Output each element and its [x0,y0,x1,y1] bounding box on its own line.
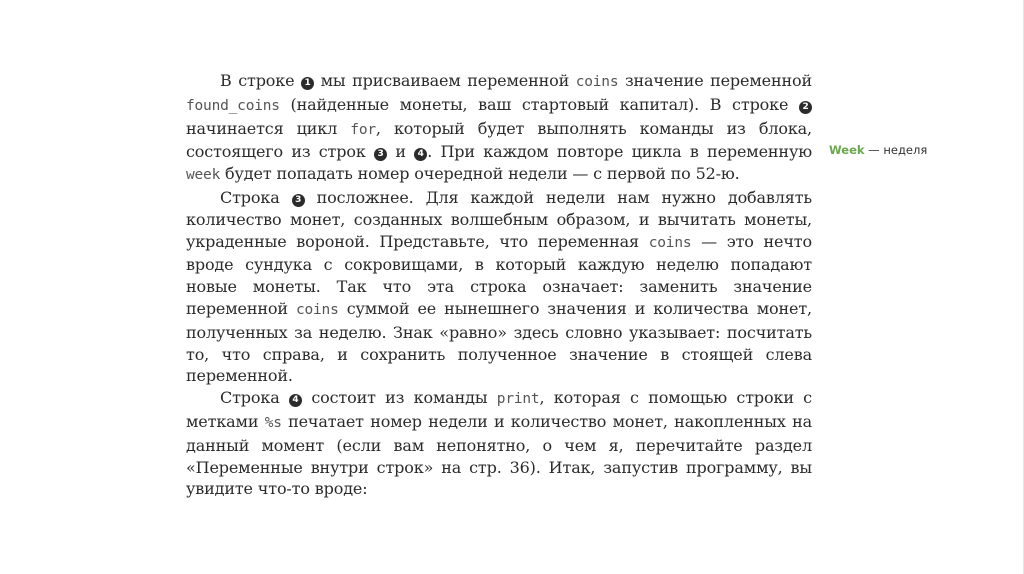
text-run: посложнее. Для каждой недели нам нужно добавлять количество монет, созданных волшебным образом, и вычитать монеты, украденные вороной. Представьте, что переменная [186,187,812,251]
text-run: . При каждом повторе цикла в переменную [427,142,812,162]
paragraph [186,387,812,500]
inline-code: week [186,167,221,184]
line-number-marker: 3 [292,194,305,207]
text-run: — это нечто вроде сундука с сокровищами, в который каждую неделю попадают новые монеты. Так что эта строка означает: заменить значение переменной [186,231,812,318]
inline-code: found_coins [186,97,280,114]
line-number-marker: 2 [799,101,812,114]
text-run: состоит из команды [301,388,497,408]
text-run: суммой ее нынешнего значения и количества монет, полученных за неделю. Знак «равно» здесь словно указывает: посчитать то, что справа, и сохранить полученное значение в стоящей слева переменной. [186,298,812,386]
text-run: , которая с помощью строки с метками [186,388,812,431]
text-run: будет попадать номер очередной недели — с первой по 52-ю. [220,164,740,184]
inline-code: for [350,121,376,138]
text-run: Строка [220,388,289,408]
text-run: Строка [220,187,292,207]
line-number-marker: 1 [301,77,314,90]
glossary-term: Week [829,143,865,157]
line-number-marker: 4 [414,148,427,161]
book-page-text [186,70,812,500]
inline-code: coins [575,74,619,90]
text-run: и [387,142,415,162]
inline-code: coins [648,234,692,251]
text-run: значение переменной [618,71,812,90]
inline-code: coins [295,301,339,318]
text-run: мы присваиваем переменной [314,71,576,90]
line-number-marker: 3 [374,148,387,161]
margin-glossary-note [829,143,927,157]
inline-code: %s [264,414,282,431]
glossary-definition: неделя [883,143,928,157]
paragraph [186,70,812,187]
text-run: (найденные монеты, ваш стартовый капитал). В строке [279,94,799,114]
paragraph [186,187,812,387]
text-run: начинается цикл [186,118,351,138]
line-number-marker: 4 [289,394,302,407]
text-run: печатает номер недели и количество монет, накопленных на данный момент (если вам непонятно, о чем я, перечитайте раздел «Переменные внутри строк» на стр. 36). Итак, запустив программу, вы увидите что-то вроде: [186,411,812,499]
inline-code: print [496,391,540,408]
text-run: В строке [220,71,302,90]
glossary-separator: — [864,143,884,157]
text-run: , который будет выполнять команды из блока, состоящего из строк [186,118,812,162]
